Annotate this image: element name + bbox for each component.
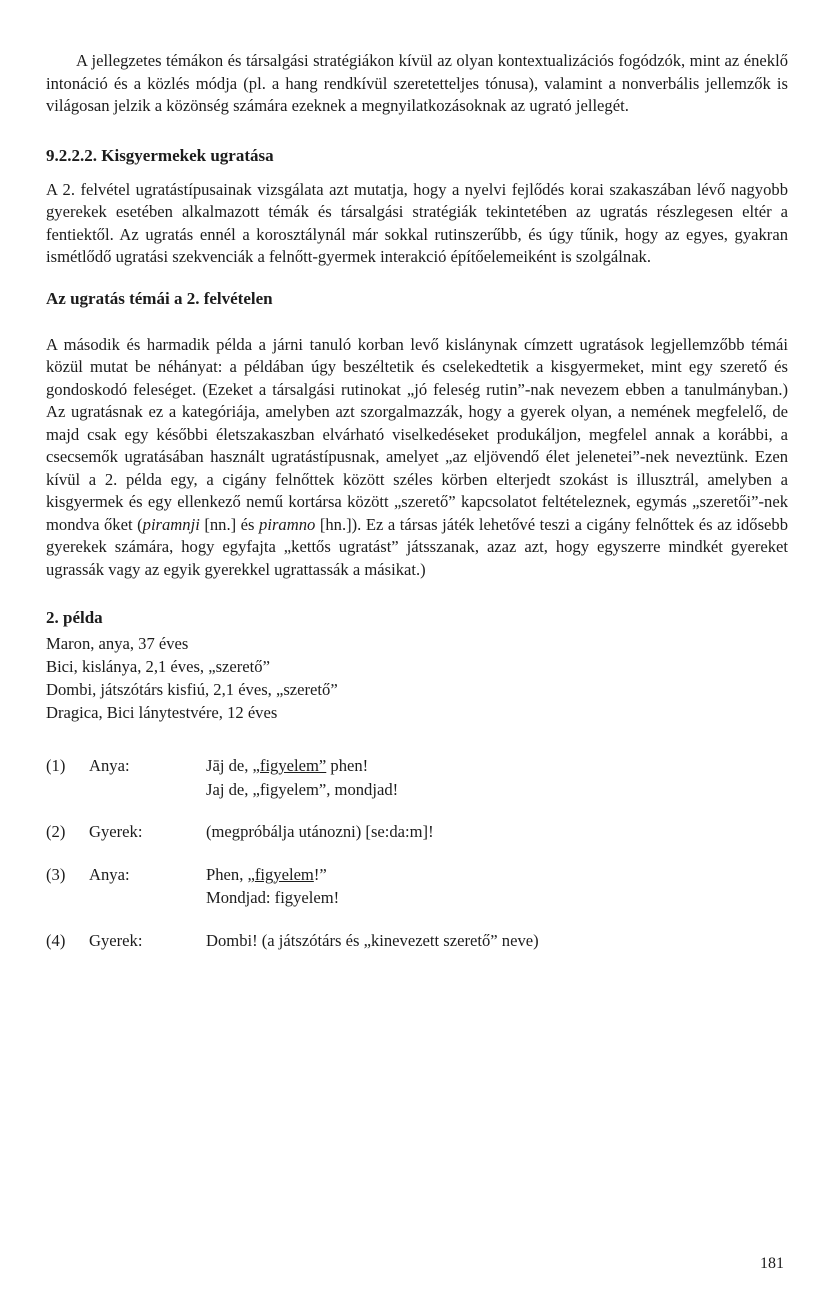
turn-number: (2) bbox=[46, 822, 66, 841]
turn-speaker: Gyerek: bbox=[89, 822, 143, 841]
turn-number: (4) bbox=[46, 930, 66, 950]
turn-line: (megpróbálja utánozni) [se:da:m]! bbox=[206, 822, 434, 841]
transcript-turn bbox=[46, 863, 788, 910]
turn-underlined-text: figyelem bbox=[254, 864, 314, 884]
turn-line: Dombi! (a játszótárs és „kinevezett szerető” neve) bbox=[206, 930, 539, 950]
turn-underlined-text: „figyelem” bbox=[252, 756, 327, 775]
themes-italic-term-2: piramno bbox=[259, 514, 316, 534]
turn-line: Jaj de, „figyelem”, mondjad! bbox=[206, 779, 399, 799]
participant-item: Maron, anya, 37 éves bbox=[46, 634, 189, 653]
themes-text-c: [hn.]). Ez a társas játék lehetővé teszi a cigány felnőttek és az idősebb gyerekek számára, hogy egyfajta „kettős ugratást” játsszanak, azaz azt, hogy egyszerre mindkét gyereket ugrassák vagy az egyik gyerekkel ugrattassák a másikat.) bbox=[46, 514, 789, 579]
page-number: 181 bbox=[760, 1255, 784, 1272]
themes-italic-term-1: piramnji bbox=[142, 514, 200, 534]
turn-line: Mondjad: figyelem! bbox=[206, 888, 340, 907]
turn-lines bbox=[206, 929, 788, 953]
transcript-turn bbox=[46, 754, 788, 801]
subsection-heading: Az ugratás témái a 2. felvételen bbox=[46, 288, 273, 308]
themes-text-a: A második és harmadik példa a járni tanuló korban levő kislánynak címzett ugratások legjellemzőbb témái közül mutat be néhányat: a példában úgy beszéltetik és cselekedtetik a kisgyermeket, mint egy szerető és gondoskodó feleséget. (Ezeket a társalgási rutinokat „jó feleség rutin”-nak nevezem ebben a tanulmányban.) Az ugratásnak ez a kategóriája, amelyben azt szorgalmazzák, hogy a gyerek olyan, a nemének megfelelő, de majd csak egy későbbi életszakaszban elvárható viselkedéseket produkáljon, megfelel annak a korábbi, a csecsemők ugratásában használt ugratástípusnak, amelyet „az eljövendő élet jelenetei”-nek neveztünk. Ezen kívül a 2. példa egy, a cigány felnőttek között széles körben elterjedt szokást is illusztrál, amelyben a kisgyermek és egy ellenkező nemű kortársa között „szerető” kapcsolatot feltételeznek, egymás „szeretői”-nek mondva őket ( bbox=[46, 334, 788, 534]
turn-lines bbox=[206, 754, 788, 801]
participant-item: Bici, kislánya, 2,1 éves, „szerető” bbox=[46, 657, 270, 676]
themes-text-b: [nn.] és bbox=[199, 514, 260, 534]
turn-line bbox=[206, 754, 788, 778]
turn-speaker: Gyerek: bbox=[89, 930, 143, 950]
turn-text: !” bbox=[313, 864, 327, 884]
transcript-turn bbox=[46, 929, 788, 953]
turn-line bbox=[206, 863, 788, 887]
turn-lines bbox=[206, 820, 788, 844]
section-paragraph: A 2. felvétel ugratástípusainak vizsgálata azt mutatja, hogy a nyelvi fejlődés korai szakaszában lévő nagyobb gyerekek esetében alkalmazott témák és társalgási stratégiák tekintetében az ugratás részlegesen eltér a fentiektől. Az ugratás ennél a korosztálynál már sokkal rutinszerűbb, és úgy tűnik, hogy az egyes, gyakran ismétlődő ugratási szekvenciák a felnőtt-gyermek interakció építőelemeiként is szolgálnak. bbox=[46, 179, 788, 266]
themes-paragraph bbox=[46, 334, 788, 582]
section-heading: 9.2.2.2. Kisgyermekek ugratása bbox=[46, 145, 274, 165]
example-heading: 2. példa bbox=[46, 608, 103, 627]
participant-list bbox=[46, 632, 788, 724]
turn-speaker: Anya: bbox=[89, 756, 130, 775]
turn-text: phen! bbox=[326, 756, 369, 775]
transcript bbox=[46, 754, 788, 952]
turn-text: Jāj de, bbox=[206, 756, 253, 775]
turn-text: Phen, „ bbox=[206, 864, 255, 884]
intro-paragraph: A jellegzetes témákon és társalgási stratégiákon kívül az olyan kontextualizációs fogódzók, mint az éneklő intonáció és a közlés módja (pl. a hang rendkívül szeretetteljes tónusa), valamint a nonverbális jellemzők is világosan jelzik a közönség számára ezeknek a megnyilatkozásoknak az ugrató jellegét. bbox=[46, 51, 788, 115]
turn-number: (1) bbox=[46, 756, 66, 775]
page-content bbox=[46, 50, 788, 971]
turn-speaker: Anya: bbox=[89, 864, 130, 884]
turn-number: (3) bbox=[46, 864, 66, 884]
transcript-turn bbox=[46, 820, 788, 844]
turn-lines bbox=[206, 863, 788, 910]
participant-item: Dragica, Bici lánytestvére, 12 éves bbox=[46, 703, 278, 722]
participant-item: Dombi, játszótárs kisfiú, 2,1 éves, „szerető” bbox=[46, 680, 338, 699]
